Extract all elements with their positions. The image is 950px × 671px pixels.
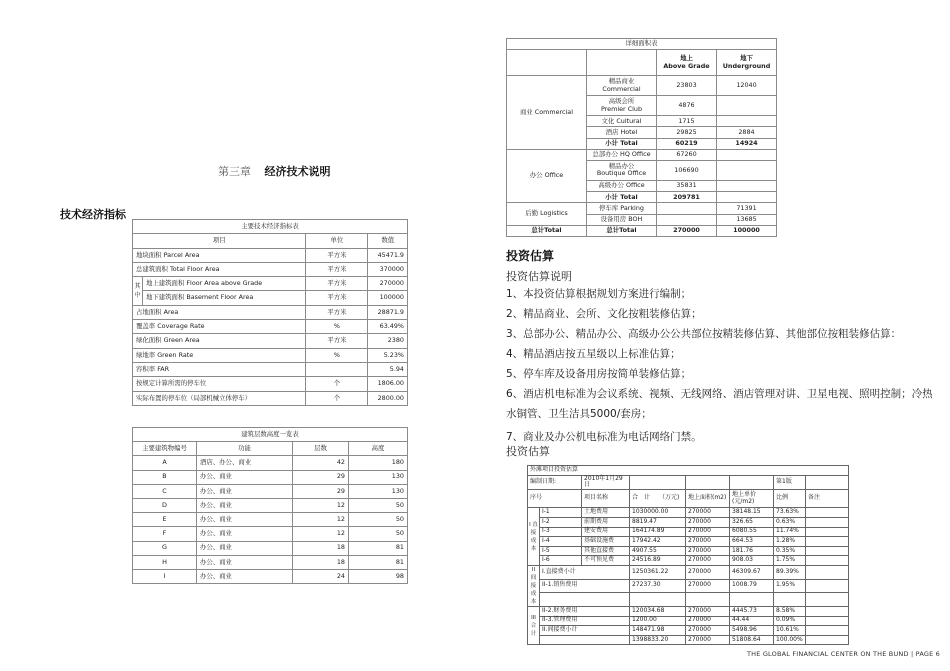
table-row: 覆盖率 Coverage Rate % 63.49% xyxy=(133,320,408,334)
investment-notes xyxy=(506,284,936,447)
table-caption: 外滩项目投资估算 xyxy=(528,466,849,476)
table-row: 绿地率 Green Rate % 5.23% xyxy=(133,348,408,362)
table-row: 后勤 Logistics 停车库 Parking 71391 xyxy=(507,203,777,214)
main-indicators-table xyxy=(132,219,408,406)
list-item: 4、精品酒店按五星级以上标准估算； xyxy=(506,348,681,360)
list-item: 1、本投资估算根据规划方案进行编制； xyxy=(506,288,692,300)
table-row: 总建筑面积 Total Floor Area 平方米 370000 xyxy=(133,262,408,276)
table-row: A 酒店、办公、商业 42 180 xyxy=(133,456,408,470)
table-row: 地下建筑面积 Basement Floor Area 平方米 100000 xyxy=(133,291,408,305)
list-item: 3、总部办公、精品办公、高级办公公共部位按精装修估算、其他部位按粗装修估算： xyxy=(506,328,902,340)
table-row: 商业 Commercial 精品商业 Commercial 23803 12040 xyxy=(507,76,777,96)
table-row: 小计 Total 60219 14924 xyxy=(507,138,777,149)
table-row xyxy=(528,593,849,607)
col-header-under: 地下 Underground xyxy=(717,50,777,76)
table-row: G 办公、商业 18 81 xyxy=(133,541,408,555)
table-row: I-2 前期费用 8819.47 270000 326.65 0.63% xyxy=(528,517,849,527)
group-label: 后勤 Logistics xyxy=(507,203,587,225)
list-item: 7、商业及办公机电标准为电话网络门禁。 xyxy=(506,431,702,443)
table-row: 文化 Cultural 1715 xyxy=(507,116,777,127)
list-item: 5、停车库及设备用房按简单装修估算； xyxy=(506,368,692,380)
chapter-heading xyxy=(218,163,331,179)
table-row: E 办公、商业 12 50 xyxy=(133,513,408,527)
col-header-above: 地上 Above Grade xyxy=(657,50,717,76)
group-label: 商业 Commercial xyxy=(507,76,587,150)
table-row: C 办公、商业 29 130 xyxy=(133,484,408,498)
table-row: 小计 Total 209781 xyxy=(507,192,777,203)
investment-subtitle-2: 投资估算 xyxy=(506,445,550,458)
table-row: 1398833.20 270000 51808.64 100.00% xyxy=(528,635,849,645)
col-header: 高度 xyxy=(349,442,408,456)
detailed-area-table xyxy=(506,38,777,237)
list-item: 6、酒店机电标准为会议系统、视频、无线网络、酒店管理对讲、卫星电视、照明控制；冷热水铜管、卫生洁具5000/套房； xyxy=(506,388,933,420)
group-label: I 直接成本 xyxy=(528,508,540,566)
table-row: 办公 Office 总部办公 HQ Office 67260 xyxy=(507,149,777,160)
table-row: 总计Total 总计Total 270000 100000 xyxy=(507,225,777,236)
table-row: D 办公、商业 12 50 xyxy=(133,498,408,512)
col-header: 项目 xyxy=(133,234,306,248)
table-row: 容积率 FAR 5.94 xyxy=(133,362,408,376)
building-floors-table xyxy=(132,427,408,584)
table-row: II 间接成本 I.直接费小计 1250361.22 270000 46309.67 89.39% xyxy=(528,565,849,579)
table-row: B 办公、商业 29 130 xyxy=(133,470,408,484)
page-footer: THE GLOBAL FINANCIAL CENTER ON THE BUND | PAGE 6 xyxy=(746,650,940,658)
investment-subtitle: 投资估算说明 xyxy=(506,270,572,283)
table-row: 地块面积 Parcel Area 平方米 45471.9 xyxy=(133,248,408,262)
table-row: H 办公、商业 18 81 xyxy=(133,555,408,569)
table-row: II-3.管理费用 1200.00 270000 44.44 0.09% xyxy=(528,616,849,626)
col-header: 单位 xyxy=(306,234,368,248)
table-row: II-1.销售费用 27237.30 270000 1008.79 1.95% xyxy=(528,579,849,593)
table-row: 设备用房 BOH 13685 xyxy=(507,214,777,225)
table-row: I 办公、商业 24 98 xyxy=(133,569,408,583)
table-row: 酒店 Hotel 29825 2884 xyxy=(507,127,777,138)
col-header: 主要建筑物编号 xyxy=(133,442,197,456)
table-caption: 主要技术经济指标表 xyxy=(133,220,408,234)
table-row: I 直接成本 I-1 土地费用 1030000.00 270000 38148.15 73.63% xyxy=(528,508,849,518)
table-row: 高级办公 Office 35831 xyxy=(507,180,777,191)
table-row: 按规定计算所需的停车位 个 1806.00 xyxy=(133,377,408,391)
table-row: III 合计 II-2.财务费用 120034.68 270000 4445.73 8.58% xyxy=(528,606,849,616)
table-row: I-5 其他直接费 4907.55 270000 181.76 0.35% xyxy=(528,546,849,556)
table-row: F 办公、商业 12 50 xyxy=(133,527,408,541)
col-header: 数值 xyxy=(368,234,408,248)
table-row: 高级会所 Premier Club 4876 xyxy=(507,96,777,116)
table-caption: 详细面积表 xyxy=(507,39,777,50)
table-row: I-3 建安费用 164174.89 270000 6080.55 11.74% xyxy=(528,527,849,537)
table-row: 实际布置的停车位（局部机械立体停车） 个 2800.00 xyxy=(133,391,408,405)
group-label: 办公 Office xyxy=(507,149,587,203)
group-label: 其中 xyxy=(133,277,143,306)
table-row: 精品办公 Boutique Office 106690 xyxy=(507,160,777,180)
table-row: II.间接费小计 148471.98 270000 5498.96 10.61% xyxy=(528,626,849,636)
tech-heading: 技术经济指标 xyxy=(60,208,126,221)
table-row: I-4 基础设施费 17942.42 270000 664.53 1.28% xyxy=(528,537,849,547)
investment-title: 投资估算 xyxy=(506,249,555,263)
group-label: III 合计 xyxy=(528,606,540,644)
table-row: 占地面积 Area 平方米 28871.9 xyxy=(133,305,408,319)
chapter-title: 经济技术说明 xyxy=(264,165,331,178)
col-header: 功能 xyxy=(197,442,293,456)
investment-table: 外滩项目投资估算 编制日期: 2010年1月29日 第1版 序号 项目名称 合 计 （万元) 地上面积(m2) 地上单价(元/m2) 比例 备注 I 直接成本 I-1 土地费用 1030000.00 270000 38148.15 73.63% I-2 前期费用 8819.47 270000 326.65 0.63% I-3 建安费用 164174.89 270000 6080.55 11.74% I-4 基础设施费 17942.42 270000 664.53 1.28% I-5 其他直接费 4907.55 270000 181.76 0.35% I-6 不可预见费 24516.89 270000 908.03 1.75% II 间接成本 I.直接费小计 1250361.22 270000 46309.67 89.39% II-1.销售费用 27237.30 270000 1008.79 1.95% III 合计 II-2.财务费用 120034.68 270000 4445.73 8.58% II-3.管理费用 1200.00 270000 44.44 0.09% II.间接费小计 148471.98 270000 5498.96 10.61% 1398833.20 270000 51808.64 100.00% xyxy=(527,465,849,645)
group-label: II 间接成本 xyxy=(528,565,540,606)
list-item: 2、精品商业、会所、文化按粗装修估算； xyxy=(506,308,702,320)
table-row: I-6 不可预见费 24516.89 270000 908.03 1.75% xyxy=(528,556,849,566)
table-row: 其中 地上建筑面积 Floor Area above Grade 平方米 270000 xyxy=(133,277,408,291)
table-caption: 建筑层数高度一览表 xyxy=(133,428,408,442)
table-row: 绿化面积 Green Area 平方米 2380 xyxy=(133,334,408,348)
chapter-number: 第三章 xyxy=(218,165,251,178)
col-header: 层数 xyxy=(293,442,349,456)
